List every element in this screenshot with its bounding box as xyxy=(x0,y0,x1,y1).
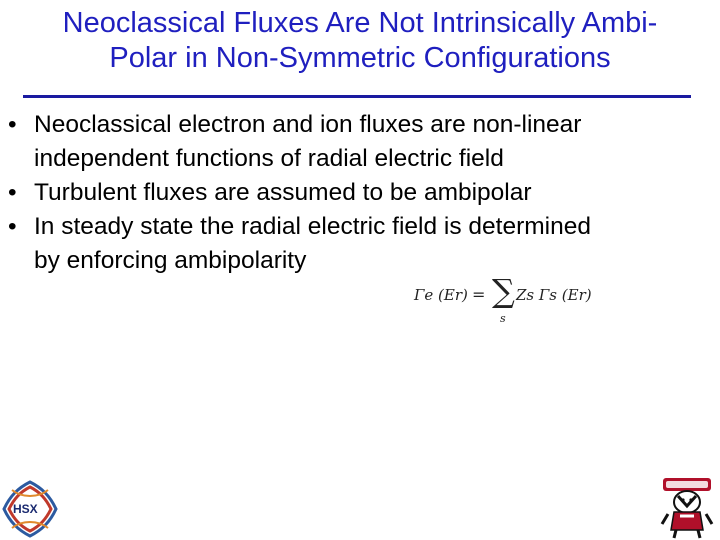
bullet-3-line-1: In steady state the radial electric field is determined xyxy=(34,213,591,240)
bullet-1-line-2: independent functions of radial electric field xyxy=(34,145,504,172)
bullet-dot: • xyxy=(8,213,17,240)
equation-equals: = xyxy=(472,285,486,304)
bullet-dot: • xyxy=(8,179,17,206)
title-line-2: Polar in Non-Symmetric Configurations xyxy=(109,42,611,74)
title-underline xyxy=(23,95,691,98)
equation-rhs: Zs Γs (Er) xyxy=(516,286,592,304)
summation-symbol: ∑ xyxy=(492,272,515,310)
summation-index: s xyxy=(500,312,506,325)
bullet-item-3 xyxy=(8,210,713,278)
title-line-1: Neoclassical Fluxes Are Not Intrinsically Ambi- xyxy=(62,7,658,39)
hsx-logo-label: HSX xyxy=(13,502,38,516)
bullet-list xyxy=(8,108,713,278)
badger-mascot-icon xyxy=(656,472,718,540)
ambipolarity-equation xyxy=(414,274,594,334)
bullet-dot: • xyxy=(8,111,17,138)
equation-lhs: Γe (Er) xyxy=(414,286,468,304)
bullet-3-line-2: by enforcing ambipolarity xyxy=(34,247,307,274)
bullet-1-line-1: Neoclassical electron and ion fluxes are non-linear xyxy=(34,111,582,138)
bullet-item-2 xyxy=(8,176,713,210)
badger-mascot-logo xyxy=(656,472,718,540)
slide-title xyxy=(0,6,720,76)
bullet-item-1 xyxy=(8,108,713,176)
hsx-logo xyxy=(0,478,60,540)
bullet-2-line-1: Turbulent fluxes are assumed to be ambipolar xyxy=(34,179,532,206)
